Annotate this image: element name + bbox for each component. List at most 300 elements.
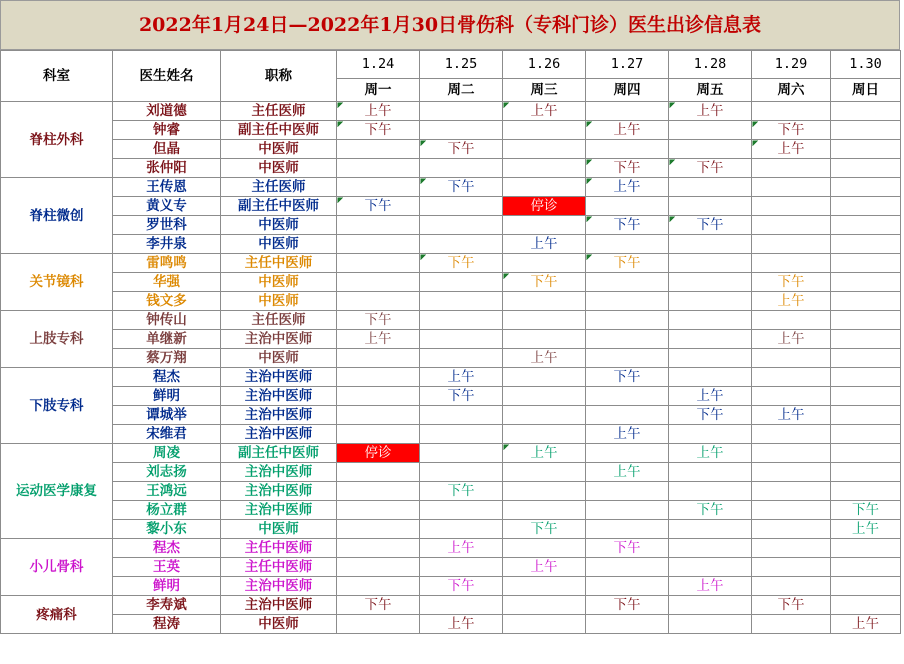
clinic-slot: 下午	[669, 406, 752, 425]
empty-slot	[420, 501, 503, 520]
empty-slot	[752, 235, 831, 254]
empty-slot	[586, 330, 669, 349]
weekday-header: 周三	[503, 78, 586, 101]
empty-slot	[503, 121, 586, 140]
empty-slot	[831, 178, 901, 197]
weekday-header: 周五	[669, 78, 752, 101]
doctor-name: 钟传山	[113, 311, 221, 330]
empty-slot	[669, 273, 752, 292]
doctor-name: 刘道德	[113, 102, 221, 121]
clinic-slot: 上午	[503, 102, 586, 121]
table-row	[1, 140, 901, 159]
empty-slot	[586, 444, 669, 463]
doctor-position: 主治中医师	[221, 482, 337, 501]
empty-slot	[586, 387, 669, 406]
empty-slot	[586, 577, 669, 596]
empty-slot	[831, 349, 901, 368]
clinic-slot: 上午	[337, 102, 420, 121]
table-row	[1, 216, 901, 235]
doctor-name: 蔡万翔	[113, 349, 221, 368]
empty-slot	[420, 596, 503, 615]
department-cell: 脊柱微创	[1, 178, 113, 254]
clinic-slot: 上午	[669, 577, 752, 596]
empty-slot	[831, 406, 901, 425]
empty-slot	[669, 178, 752, 197]
date-header: 1.29	[752, 51, 831, 79]
doctor-position: 中医师	[221, 235, 337, 254]
doctor-name: 王鸿远	[113, 482, 221, 501]
empty-slot	[420, 159, 503, 178]
empty-slot	[503, 463, 586, 482]
empty-slot	[669, 520, 752, 539]
clinic-slot: 上午	[752, 140, 831, 159]
empty-slot	[669, 254, 752, 273]
doctor-position: 中医师	[221, 292, 337, 311]
doctor-position: 主治中医师	[221, 596, 337, 615]
clinic-slot: 上午	[669, 387, 752, 406]
clinic-slot: 下午	[831, 501, 901, 520]
doctor-position: 主任医师	[221, 178, 337, 197]
doctor-position: 主任中医师	[221, 558, 337, 577]
doctor-name: 程杰	[113, 368, 221, 387]
empty-slot	[669, 292, 752, 311]
empty-slot	[752, 178, 831, 197]
clinic-slot: 下午	[337, 197, 420, 216]
date-header: 1.25	[420, 51, 503, 79]
clinic-slot: 下午	[586, 254, 669, 273]
empty-slot	[337, 273, 420, 292]
doctor-name: 鲜明	[113, 387, 221, 406]
empty-slot	[337, 482, 420, 501]
clinic-slot: 下午	[752, 596, 831, 615]
empty-slot	[586, 292, 669, 311]
empty-slot	[831, 330, 901, 349]
empty-slot	[337, 463, 420, 482]
doctor-name: 钟睿	[113, 121, 221, 140]
clinic-slot: 下午	[420, 577, 503, 596]
empty-slot	[752, 501, 831, 520]
empty-slot	[503, 292, 586, 311]
table-row	[1, 235, 901, 254]
empty-slot	[752, 577, 831, 596]
empty-slot	[586, 102, 669, 121]
doctor-position: 主治中医师	[221, 330, 337, 349]
empty-slot	[337, 235, 420, 254]
empty-slot	[420, 235, 503, 254]
empty-slot	[586, 406, 669, 425]
clinic-slot: 下午	[337, 121, 420, 140]
empty-slot	[831, 273, 901, 292]
doctor-position: 副主任中医师	[221, 444, 337, 463]
empty-slot	[503, 539, 586, 558]
weekday-header: 周四	[586, 78, 669, 101]
empty-slot	[752, 216, 831, 235]
header-doctor-name: 医生姓名	[113, 51, 221, 102]
empty-slot	[503, 330, 586, 349]
weekday-header: 周二	[420, 78, 503, 101]
table-row	[1, 387, 901, 406]
clinic-slot: 下午	[586, 368, 669, 387]
doctor-name: 宋维君	[113, 425, 221, 444]
doctor-position: 中医师	[221, 615, 337, 634]
doctor-position: 中医师	[221, 159, 337, 178]
date-header: 1.28	[669, 51, 752, 79]
doctor-position: 中医师	[221, 216, 337, 235]
empty-slot	[420, 311, 503, 330]
table-row	[1, 330, 901, 349]
doctor-name: 刘志扬	[113, 463, 221, 482]
empty-slot	[586, 235, 669, 254]
clinic-slot: 下午	[586, 159, 669, 178]
empty-slot	[752, 482, 831, 501]
doctor-position: 中医师	[221, 520, 337, 539]
empty-slot	[503, 406, 586, 425]
empty-slot	[586, 311, 669, 330]
empty-slot	[503, 615, 586, 634]
empty-slot	[586, 520, 669, 539]
clinic-slot: 上午	[420, 368, 503, 387]
doctor-name: 程杰	[113, 539, 221, 558]
table-row	[1, 444, 901, 463]
empty-slot	[831, 368, 901, 387]
clinic-slot: 上午	[669, 444, 752, 463]
empty-slot	[669, 121, 752, 140]
empty-slot	[752, 520, 831, 539]
table-row	[1, 292, 901, 311]
doctor-position: 主治中医师	[221, 577, 337, 596]
empty-slot	[831, 311, 901, 330]
doctor-position: 中医师	[221, 273, 337, 292]
clinic-slot: 下午	[669, 159, 752, 178]
table-row	[1, 273, 901, 292]
empty-slot	[669, 482, 752, 501]
clinic-slot: 上午	[503, 349, 586, 368]
doctor-name: 雷鸣鸣	[113, 254, 221, 273]
empty-slot	[669, 330, 752, 349]
table-row	[1, 596, 901, 615]
empty-slot	[831, 159, 901, 178]
empty-slot	[831, 539, 901, 558]
empty-slot	[752, 159, 831, 178]
header-row-dates	[1, 51, 901, 79]
doctor-name: 但晶	[113, 140, 221, 159]
clinic-slot: 停诊	[337, 444, 420, 463]
empty-slot	[420, 121, 503, 140]
table-row	[1, 425, 901, 444]
empty-slot	[503, 482, 586, 501]
empty-slot	[420, 330, 503, 349]
table-row	[1, 197, 901, 216]
clinic-slot: 上午	[503, 558, 586, 577]
empty-slot	[586, 615, 669, 634]
doctor-name: 钱文多	[113, 292, 221, 311]
header-position: 职称	[221, 51, 337, 102]
clinic-slot: 上午	[586, 425, 669, 444]
doctor-name: 华强	[113, 273, 221, 292]
clinic-slot: 上午	[586, 178, 669, 197]
doctor-name: 程涛	[113, 615, 221, 634]
table-row	[1, 406, 901, 425]
department-cell: 关节镜科	[1, 254, 113, 311]
empty-slot	[669, 615, 752, 634]
department-cell: 运动医学康复	[1, 444, 113, 539]
clinic-slot: 上午	[752, 292, 831, 311]
empty-slot	[420, 292, 503, 311]
empty-slot	[586, 273, 669, 292]
empty-slot	[831, 444, 901, 463]
empty-slot	[752, 558, 831, 577]
empty-slot	[337, 292, 420, 311]
empty-slot	[337, 520, 420, 539]
empty-slot	[503, 425, 586, 444]
empty-slot	[337, 368, 420, 387]
table-row	[1, 482, 901, 501]
empty-slot	[831, 235, 901, 254]
clinic-slot: 下午	[752, 121, 831, 140]
clinic-slot: 下午	[420, 178, 503, 197]
empty-slot	[337, 577, 420, 596]
header-department: 科室	[1, 51, 113, 102]
clinic-slot: 下午	[420, 482, 503, 501]
weekday-header: 周六	[752, 78, 831, 101]
clinic-slot: 下午	[503, 273, 586, 292]
clinic-slot: 下午	[669, 216, 752, 235]
clinic-slot: 下午	[586, 216, 669, 235]
empty-slot	[831, 292, 901, 311]
doctor-position: 副主任中医师	[221, 197, 337, 216]
empty-slot	[669, 349, 752, 368]
doctor-position: 主治中医师	[221, 406, 337, 425]
empty-slot	[503, 368, 586, 387]
clinic-slot: 上午	[831, 615, 901, 634]
doctor-name: 张仲阳	[113, 159, 221, 178]
doctor-name: 李寿斌	[113, 596, 221, 615]
empty-slot	[420, 463, 503, 482]
empty-slot	[337, 349, 420, 368]
clinic-slot: 下午	[420, 140, 503, 159]
empty-slot	[752, 349, 831, 368]
department-cell: 上肢专科	[1, 311, 113, 368]
empty-slot	[752, 463, 831, 482]
department-cell: 小儿骨科	[1, 539, 113, 596]
empty-slot	[337, 254, 420, 273]
empty-slot	[337, 558, 420, 577]
doctor-name: 单继新	[113, 330, 221, 349]
doctor-name: 杨立群	[113, 501, 221, 520]
empty-slot	[420, 349, 503, 368]
clinic-slot: 下午	[669, 501, 752, 520]
clinic-slot: 下午	[586, 596, 669, 615]
clinic-slot: 上午	[503, 235, 586, 254]
empty-slot	[831, 254, 901, 273]
table-row	[1, 178, 901, 197]
doctor-name: 鲜明	[113, 577, 221, 596]
table-row	[1, 311, 901, 330]
empty-slot	[669, 140, 752, 159]
empty-slot	[669, 368, 752, 387]
doctor-name: 黎小东	[113, 520, 221, 539]
table-row	[1, 159, 901, 178]
empty-slot	[752, 539, 831, 558]
empty-slot	[669, 311, 752, 330]
empty-slot	[752, 102, 831, 121]
empty-slot	[831, 463, 901, 482]
clinic-slot: 上午	[420, 615, 503, 634]
clinic-slot: 上午	[586, 463, 669, 482]
date-header: 1.24	[337, 51, 420, 79]
department-cell: 脊柱外科	[1, 102, 113, 178]
page-title: 2022年1月24日—2022年1月30日骨伤科（专科门诊）医生出诊信息表	[0, 0, 900, 50]
empty-slot	[831, 425, 901, 444]
empty-slot	[586, 558, 669, 577]
doctor-name: 周凌	[113, 444, 221, 463]
doctor-position: 主任医师	[221, 311, 337, 330]
clinic-slot: 上午	[420, 539, 503, 558]
doctor-position: 主治中医师	[221, 425, 337, 444]
empty-slot	[420, 406, 503, 425]
table-row	[1, 349, 901, 368]
empty-slot	[669, 197, 752, 216]
clinic-slot: 上午	[586, 121, 669, 140]
empty-slot	[503, 311, 586, 330]
empty-slot	[337, 216, 420, 235]
schedule-body	[1, 102, 901, 634]
empty-slot	[503, 577, 586, 596]
table-row	[1, 558, 901, 577]
empty-slot	[752, 615, 831, 634]
empty-slot	[831, 140, 901, 159]
doctor-position: 主治中医师	[221, 368, 337, 387]
empty-slot	[669, 558, 752, 577]
empty-slot	[831, 558, 901, 577]
clinic-slot: 上午	[669, 102, 752, 121]
empty-slot	[586, 140, 669, 159]
empty-slot	[337, 178, 420, 197]
doctor-position: 中医师	[221, 349, 337, 368]
department-cell: 疼痛科	[1, 596, 113, 634]
clinic-slot: 下午	[420, 387, 503, 406]
date-header: 1.30	[831, 51, 901, 79]
empty-slot	[337, 387, 420, 406]
doctor-position: 副主任中医师	[221, 121, 337, 140]
empty-slot	[831, 577, 901, 596]
clinic-slot: 上午	[337, 330, 420, 349]
empty-slot	[669, 463, 752, 482]
empty-slot	[503, 501, 586, 520]
clinic-slot: 下午	[752, 273, 831, 292]
doctor-position: 主治中医师	[221, 501, 337, 520]
empty-slot	[420, 558, 503, 577]
empty-slot	[337, 539, 420, 558]
empty-slot	[503, 159, 586, 178]
empty-slot	[337, 501, 420, 520]
empty-slot	[831, 596, 901, 615]
empty-slot	[752, 311, 831, 330]
empty-slot	[669, 235, 752, 254]
empty-slot	[752, 368, 831, 387]
doctor-position: 主任中医师	[221, 254, 337, 273]
clinic-slot: 下午	[337, 311, 420, 330]
empty-slot	[503, 216, 586, 235]
weekday-header: 周日	[831, 78, 901, 101]
doctor-name: 谭城举	[113, 406, 221, 425]
empty-slot	[420, 102, 503, 121]
empty-slot	[337, 406, 420, 425]
doctor-position: 主治中医师	[221, 463, 337, 482]
doctor-name: 王传恩	[113, 178, 221, 197]
doctor-name: 王英	[113, 558, 221, 577]
table-row	[1, 539, 901, 558]
empty-slot	[752, 197, 831, 216]
empty-slot	[420, 425, 503, 444]
empty-slot	[337, 615, 420, 634]
clinic-slot: 上午	[752, 406, 831, 425]
clinic-slot: 下午	[503, 520, 586, 539]
table-row	[1, 368, 901, 387]
table-row	[1, 254, 901, 273]
doctor-name: 黄义专	[113, 197, 221, 216]
empty-slot	[420, 444, 503, 463]
empty-slot	[831, 197, 901, 216]
clinic-slot: 上午	[831, 520, 901, 539]
doctor-position: 主任医师	[221, 102, 337, 121]
clinic-slot: 下午	[586, 539, 669, 558]
empty-slot	[503, 254, 586, 273]
department-cell: 下肢专科	[1, 368, 113, 444]
empty-slot	[503, 178, 586, 197]
table-row	[1, 501, 901, 520]
doctor-name: 罗世科	[113, 216, 221, 235]
empty-slot	[586, 501, 669, 520]
empty-slot	[831, 121, 901, 140]
empty-slot	[420, 520, 503, 539]
empty-slot	[586, 349, 669, 368]
empty-slot	[420, 197, 503, 216]
empty-slot	[503, 596, 586, 615]
empty-slot	[503, 140, 586, 159]
empty-slot	[586, 482, 669, 501]
empty-slot	[669, 425, 752, 444]
doctor-position: 主任中医师	[221, 539, 337, 558]
clinic-slot: 下午	[420, 254, 503, 273]
doctor-position: 中医师	[221, 140, 337, 159]
empty-slot	[752, 425, 831, 444]
clinic-slot: 下午	[337, 596, 420, 615]
empty-slot	[503, 387, 586, 406]
table-row	[1, 577, 901, 596]
table-row	[1, 520, 901, 539]
empty-slot	[420, 273, 503, 292]
empty-slot	[669, 539, 752, 558]
empty-slot	[420, 216, 503, 235]
doctor-name: 李井泉	[113, 235, 221, 254]
empty-slot	[831, 102, 901, 121]
date-header: 1.26	[503, 51, 586, 79]
doctor-position: 主治中医师	[221, 387, 337, 406]
weekday-header: 周一	[337, 78, 420, 101]
empty-slot	[669, 596, 752, 615]
empty-slot	[752, 254, 831, 273]
empty-slot	[337, 425, 420, 444]
clinic-slot: 上午	[752, 330, 831, 349]
clinic-slot: 上午	[503, 444, 586, 463]
clinic-slot: 停诊	[503, 197, 586, 216]
schedule-table	[0, 50, 901, 634]
table-row	[1, 121, 901, 140]
date-header: 1.27	[586, 51, 669, 79]
empty-slot	[831, 482, 901, 501]
table-row	[1, 102, 901, 121]
